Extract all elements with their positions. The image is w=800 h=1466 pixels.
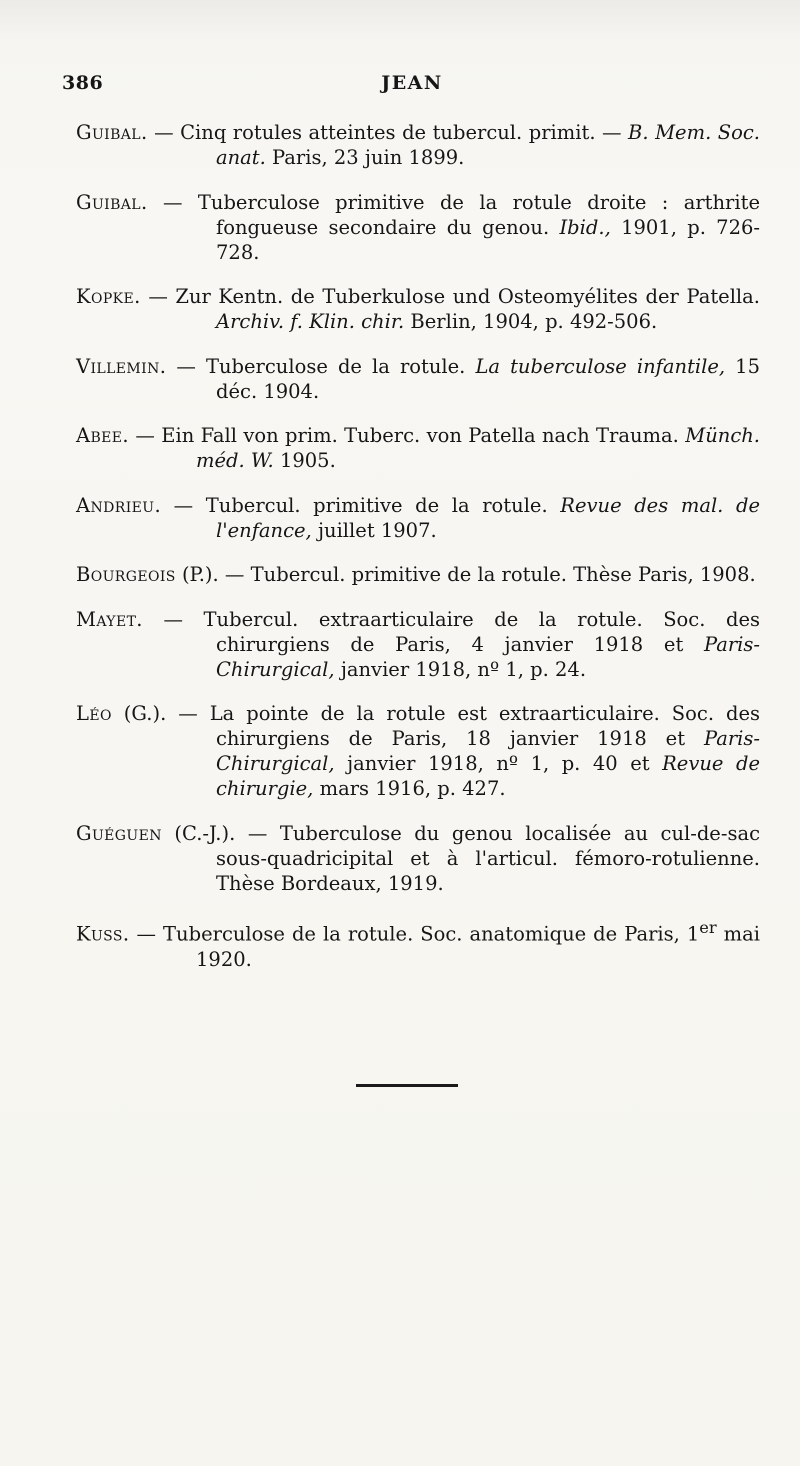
end-rule-divider: [356, 1084, 458, 1087]
reference-entry: Kuss. — Tuberculose de la rotule. Soc. anatomique de Paris, 1er mai 1920.: [76, 918, 760, 971]
reference-author: Andrieu.: [76, 493, 162, 517]
reference-author: Kuss.: [76, 922, 130, 946]
running-title: JEAN: [381, 72, 443, 94]
journal-title: Archiv. f. Klin. chir.: [216, 310, 405, 333]
reference-entry: Guéguen (C.-J.). — Tuberculose du genou localisée au cul-de-sac sous-quadricipital et à l'articul. fémoro-rotulienne. Thèse Bordeaux, 1919.: [76, 821, 760, 895]
reference-author: Léo: [76, 702, 112, 725]
reference-entry: Mayet. — Tubercul. extraarticulaire de la rotule. Soc. des chirurgiens de Paris, 4 janvier 1918 et Paris-Chirurgical, janvier 1918, nº 1, p. 24.: [76, 607, 760, 681]
reference-entry: Léo (G.). — La pointe de la rotule est extraarticulaire. Soc. des chirurgiens de Paris, 18 janvier 1918 et Paris-Chirurgical, janvier 1918, nº 1, p. 40 et Revue de chirurgie, mars 1916, p. 427.: [76, 702, 760, 800]
reference-entry: Villemin. — Tuberculose de la rotule. La tuberculose infantile, 15 déc. 1904.: [76, 354, 760, 403]
reference-entry: Guibal. — Tuberculose primitive de la rotule droite : arthrite fongueuse secondaire du genou. Ibid., 1901, p. 726-728.: [76, 190, 760, 264]
journal-title: Revue de chirurgie,: [216, 752, 760, 800]
journal-title: Münch. méd. W.: [196, 424, 760, 472]
reference-entry: Andrieu. — Tubercul. primitive de la rotule. Revue des mal. de l'enfance, juillet 1907.: [76, 493, 760, 542]
reference-author: Guibal.: [76, 190, 148, 214]
reference-author: Bourgeois: [76, 563, 176, 586]
reference-author: Villemin.: [76, 354, 167, 378]
reference-author: Guéguen: [76, 821, 162, 845]
journal-title: Revue des mal. de l'enfance,: [216, 493, 760, 542]
reference-list: [76, 120, 760, 980]
page-header: [62, 72, 762, 102]
journal-title: Ibid.,: [559, 215, 611, 239]
reference-author: Abee.: [76, 424, 130, 447]
reference-entry: Bourgeois (P.). — Tubercul. primitive de la rotule. Thèse Paris, 1908.: [76, 563, 756, 586]
page-number: 386: [62, 72, 104, 94]
journal-title: Paris-Chirurgical,: [216, 632, 760, 681]
journal-title: B. Mem. Soc. anat.: [216, 121, 760, 169]
ordinal-superscript: er: [699, 918, 717, 937]
reference-author: Guibal.: [76, 121, 148, 144]
journal-title: Paris-Chirurgical,: [216, 727, 760, 775]
reference-entry: Abee. — Ein Fall von prim. Tuberc. von Patella nach Trauma. Münch. méd. W. 1905.: [76, 424, 760, 472]
journal-title: La tuberculose infantile,: [475, 354, 726, 378]
reference-entry: Kopke. — Zur Kentn. de Tuberkulose und Osteomyélites der Patella. Archiv. f. Klin. chir. Berlin, 1904, p. 492-506.: [76, 285, 760, 333]
reference-author: Mayet.: [76, 607, 143, 631]
reference-entry: Guibal. — Cinq rotules atteintes de tubercul. primit. — B. Mem. Soc. anat. Paris, 23 juin 1899.: [76, 121, 760, 169]
reference-author: Kopke.: [76, 285, 141, 308]
